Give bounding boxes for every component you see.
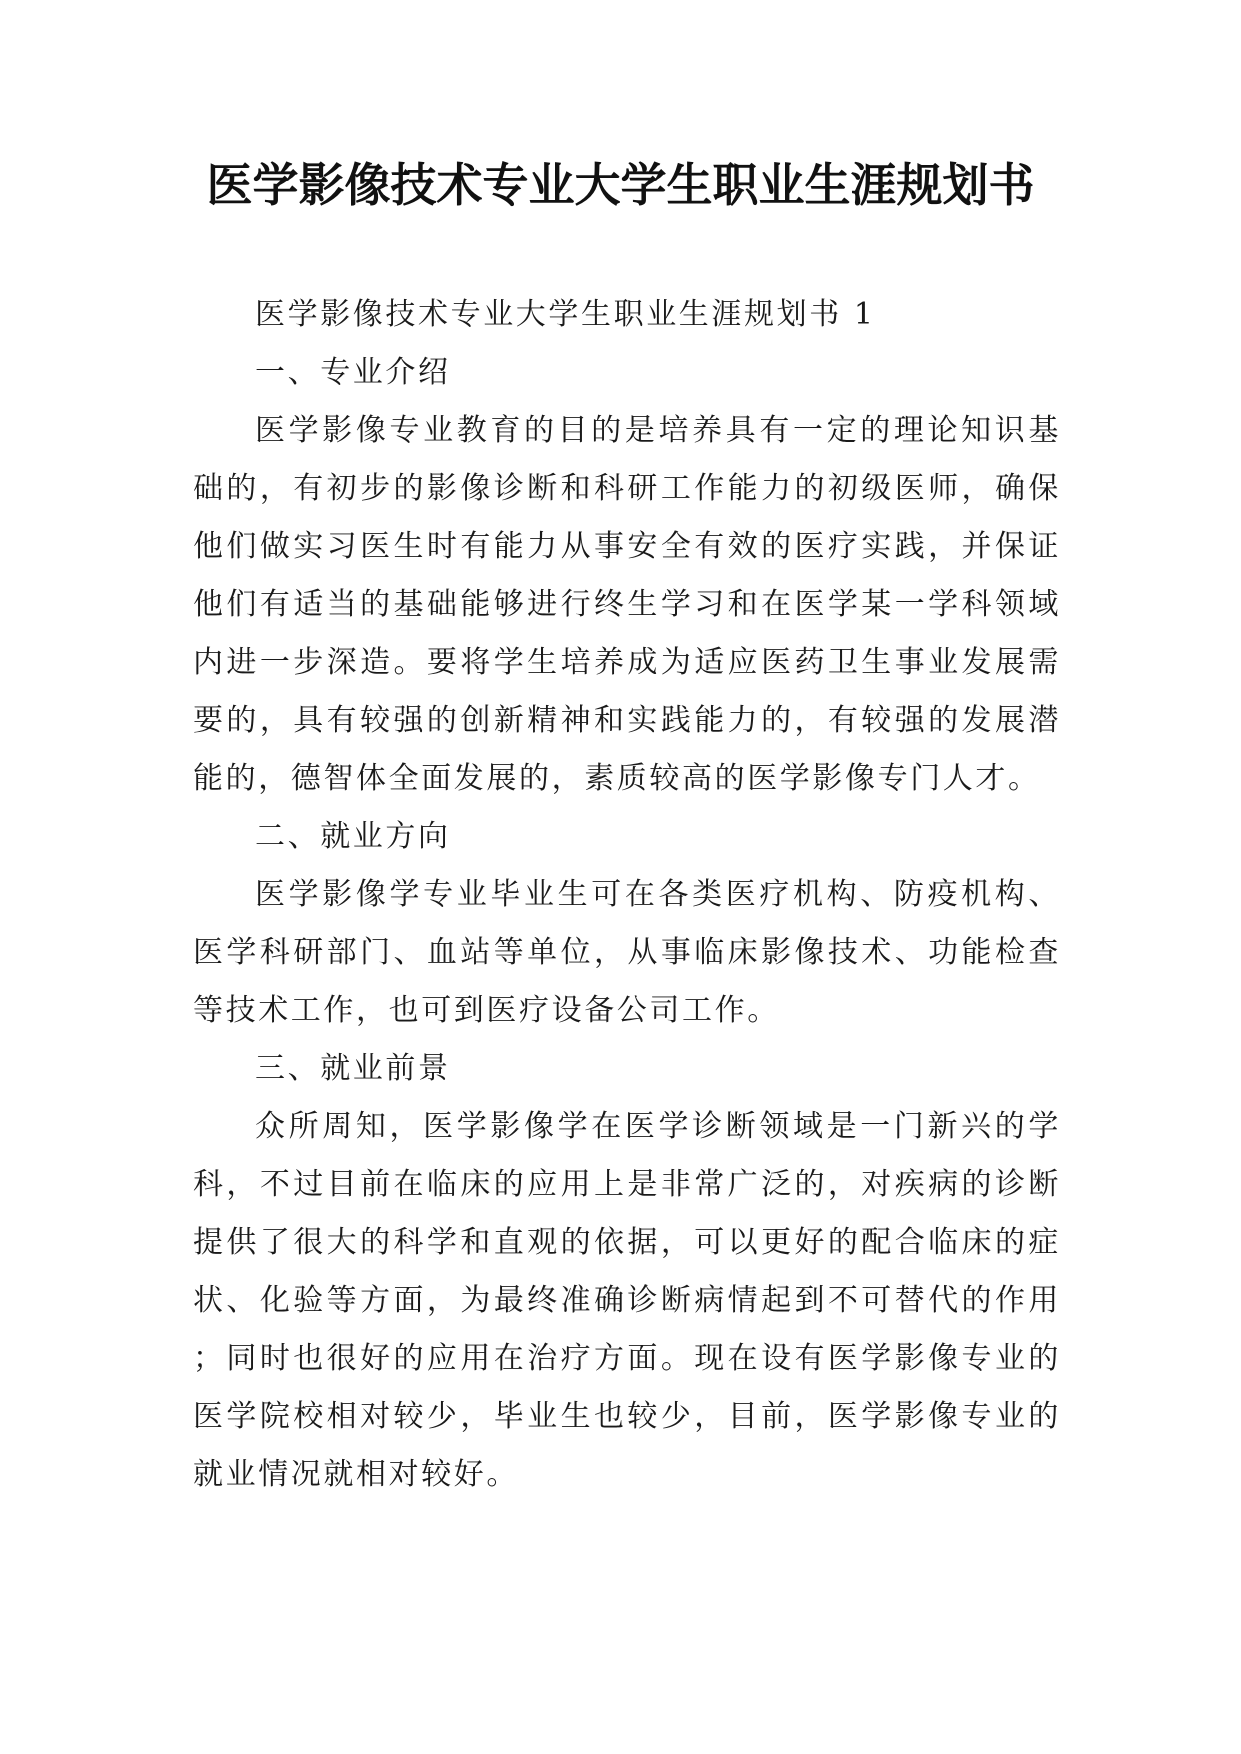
section-heading-employment-direction: 二、就业方向 (255, 819, 451, 854)
section-paragraph-employment-direction: 医学影像学专业毕业生可在各类医疗机构、防疫机构、医学科研部门、血站等单位，从事临床影像技术、功能检查等技术工作，也可到医疗设备公司工作。 (193, 877, 1061, 1028)
document-body (193, 286, 1061, 1504)
section-paragraph-employment-prospects: 众所周知，医学影像学在医学诊断领域是一门新兴的学科，不过目前在临床的应用上是非常广泛的，对疾病的诊断提供了很大的科学和直观的依据，可以更好的配合临床的症状、化验等方面，为最终准确诊断病情起到不可替代的作用；同时也很好的应用在治疗方面。现在设有医学影像专业的医学院校相对较少，毕业生也较少，目前，医学影像专业的就业情况就相对较好。 (193, 1109, 1061, 1492)
document-title: 医学影像技术专业大学生职业生涯规划书 (206, 158, 1035, 212)
section-heading-major-intro: 一、专业介绍 (255, 355, 451, 390)
section-heading-employment-prospects: 三、就业前景 (255, 1051, 451, 1086)
section-paragraph-major-intro: 医学影像专业教育的目的是培养具有一定的理论知识基础的，有初步的影像诊断和科研工作能力的初级医师，确保他们做实习医生时有能力从事安全有效的医疗实践，并保证他们有适当的基础能够进行终生学习和在医学某一学科领域内进一步深造。要将学生培养成为适应医药卫生事业发展需要的，具有较强的创新精神和实践能力的，有较强的发展潜能的，德智体全面发展的，素质较高的医学影像专门人才。 (193, 413, 1061, 796)
document-subtitle: 医学影像技术专业大学生职业生涯规划书 1 (255, 297, 876, 332)
